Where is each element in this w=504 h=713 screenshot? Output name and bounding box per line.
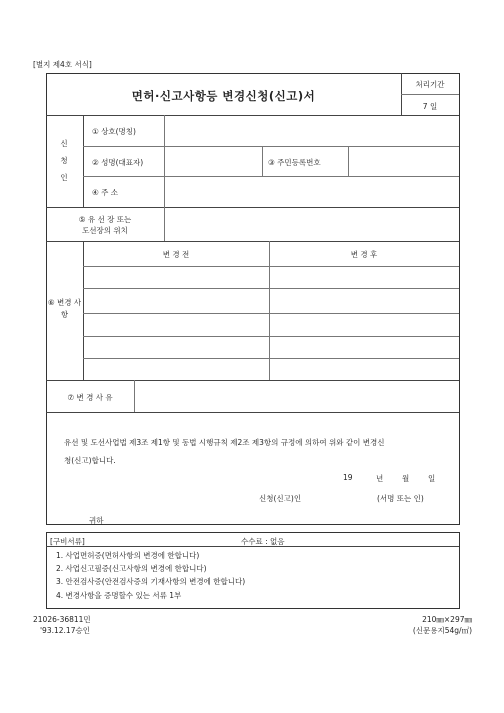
document-item: 1. 사업면허증(면허사항의 변경에 한합니다) <box>56 551 200 560</box>
fee-label: 수수료 : 없음 <box>241 537 285 546</box>
recipient-label: 귀하 <box>89 516 104 525</box>
document-item: 3. 안전검사증(안전검사증의 기재사항의 변경에 한합니다) <box>56 577 246 586</box>
paper-spec: (신문용지54g/㎡) <box>412 626 472 635</box>
applicant-section-label <box>50 135 78 186</box>
date-month-unit: 월 <box>402 474 410 483</box>
documents-header: [구비서류] <box>50 537 85 546</box>
form-code: 21026-36811민 <box>33 615 91 624</box>
declaration-line-2: 청(신고)합니다. <box>64 456 116 465</box>
processing-period-value: 7 일 <box>422 102 438 111</box>
address-label: ④ 주 소 <box>92 188 118 197</box>
form-title: 면허·신고사항등 변경신청(신고)서 <box>131 89 316 103</box>
before-change-header: 변 경 전 <box>162 250 190 259</box>
processing-period-label: 처리기간 <box>415 80 445 89</box>
after-change-header: 변 경 후 <box>350 250 378 259</box>
approval-date: '93.12.17승인 <box>40 626 90 635</box>
date-day-unit: 일 <box>428 474 436 483</box>
berth-location-label-1: ⑤ 유 선 장 또는 <box>78 215 132 224</box>
name-label: ② 성명(대표자) <box>92 158 144 167</box>
trade-name-label: ① 상호(명칭) <box>92 127 136 136</box>
change-items-label: ⑥ 변경 사항 <box>47 298 82 319</box>
date-year: 19 <box>343 473 353 482</box>
document-item: 2. 사업신고필증(신고사항의 변경에 한합니다) <box>56 564 207 573</box>
resident-number-label: ③ 주민등록번호 <box>268 158 321 167</box>
date-year-unit: 년 <box>376 474 384 483</box>
paper-size: 210㎜×297㎜ <box>422 615 472 624</box>
berth-location-label-2: 도선장의 위치 <box>82 226 128 235</box>
form-number: [별지 제4호 서식] <box>33 60 92 69</box>
signature-seal-label[interactable]: (서명 또는 인) <box>377 494 424 503</box>
document-item: 4. 변경사항을 증명할수 있는 서류 1부 <box>56 591 182 600</box>
change-reason-label: ⑦ 변 경 사 유 <box>67 393 113 402</box>
applicant-label: 신 청 인 <box>60 139 68 182</box>
applicant-signature-label: 신청(신고)인 <box>259 494 302 503</box>
declaration-line-1: 유선 및 도선사업법 제3조 제1항 및 동법 시행규칙 제2조 제3항의 규정에 의하여 위와 같이 변경신 <box>64 438 385 447</box>
